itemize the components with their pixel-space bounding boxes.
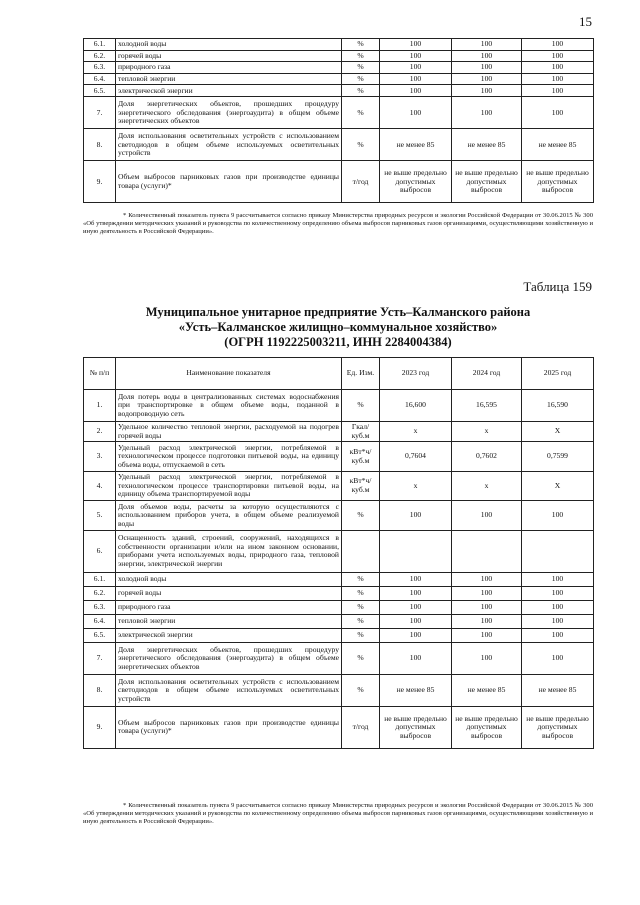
row-number: 6.5. (84, 85, 116, 97)
unit: % (342, 628, 380, 642)
table-row (84, 73, 594, 85)
table-row (84, 50, 594, 62)
unit: % (342, 39, 380, 51)
value-2024: 100 (452, 500, 522, 530)
row-number: 6. (84, 530, 116, 572)
indicator-name: тепловой энергии (116, 73, 342, 85)
value-2025: 100 (522, 642, 594, 674)
value-2024: не выше предельно допустимых выбросов (452, 161, 522, 203)
row-number: 6.3. (84, 62, 116, 74)
indicator-name: Удельное количество тепловой энергии, расходуемой на подогрев горячей воды (116, 422, 342, 442)
row-number: 7. (84, 642, 116, 674)
value-2025: X (522, 472, 594, 501)
value-2024: x (452, 422, 522, 442)
indicators-table (83, 357, 594, 749)
row-number: 6.2. (84, 50, 116, 62)
page-number: 15 (579, 14, 592, 29)
table-row (84, 586, 594, 600)
heading-line-2: «Усть–Калманское жилищно–коммунальное хозяйство» (178, 320, 498, 334)
footnote-a: * Количественный показатель пункта 9 рассчитывается согласно приказу Министерства природных ресурсов и экологии Российской Федерации от 30.06.2015 № 300 «Об утверждении методических указаний и руководства по количественному определению объема выбросов парниковых газов организациями, осуществляющими хозяйственную и иную деятельность в Российской Федерации». (83, 212, 593, 235)
value-2025 (522, 530, 594, 572)
indicator-name: Объем выбросов парниковых газов при производстве единицы товара (услуги)* (116, 706, 342, 748)
indicator-name: Доля использования осветительных устройств с использованием светодиодов в общем объеме используемых осветительных устройств (116, 129, 342, 161)
value-2023: x (380, 472, 452, 501)
value-2023: x (380, 422, 452, 442)
indicator-name: Доля потерь воды в централизованных системах водоснабжения при транспортировке в общем объеме воды, поданной в водопроводную сеть (116, 390, 342, 422)
header-2024: 2024 год (452, 358, 522, 390)
table-row (84, 97, 594, 129)
value-2024: x (452, 472, 522, 501)
value-2025: 100 (522, 500, 594, 530)
value-2025: не менее 85 (522, 674, 594, 706)
value-2025: 100 (522, 572, 594, 586)
value-2024 (452, 530, 522, 572)
row-number: 2. (84, 422, 116, 442)
value-2023: 100 (380, 50, 452, 62)
unit: % (342, 73, 380, 85)
table-row (84, 628, 594, 642)
value-2023: 100 (380, 73, 452, 85)
unit: Гкал/ куб.м (342, 422, 380, 442)
value-2024: 100 (452, 572, 522, 586)
value-2025: 100 (522, 97, 594, 129)
value-2024: 100 (452, 50, 522, 62)
row-number: 5. (84, 500, 116, 530)
table-row (84, 614, 594, 628)
indicator-name: природного газа (116, 600, 342, 614)
table-row (84, 472, 594, 501)
row-number: 9. (84, 706, 116, 748)
value-2023: 100 (380, 39, 452, 51)
indicator-name: Доля объемов воды, расчеты за которую осуществляются с использованием приборов учета, в общем объеме реализуемой воды (116, 500, 342, 530)
header-num: № п/п (84, 358, 116, 390)
value-2024: 100 (452, 628, 522, 642)
value-2024: 16,595 (452, 390, 522, 422)
heading-line-3: (ОГРН 1192225003211, ИНН 2284004384) (224, 335, 452, 349)
value-2024: 100 (452, 600, 522, 614)
row-number: 3. (84, 442, 116, 472)
table-row (84, 39, 594, 51)
value-2025: 100 (522, 85, 594, 97)
table-row (84, 85, 594, 97)
indicators-table-continued (83, 38, 594, 203)
indicator-name: Удельный расход электрической энергии, потребляемой в технологическом процессе подготовки питьевой воды, на единицу объема воды, отпускаемой в сеть (116, 442, 342, 472)
value-2024: 100 (452, 73, 522, 85)
indicator-name: холодной воды (116, 39, 342, 51)
value-2023: не менее 85 (380, 129, 452, 161)
value-2023 (380, 530, 452, 572)
table-row (84, 500, 594, 530)
value-2023: не менее 85 (380, 674, 452, 706)
unit: % (342, 642, 380, 674)
value-2024: 100 (452, 97, 522, 129)
value-2025: не выше предельно допустимых выбросов (522, 161, 594, 203)
value-2025: 100 (522, 73, 594, 85)
value-2025: 100 (522, 39, 594, 51)
value-2025: 100 (522, 614, 594, 628)
value-2023: 16,600 (380, 390, 452, 422)
indicator-name: электрической энергии (116, 628, 342, 642)
table-row (84, 62, 594, 74)
indicator-name: Объем выбросов парниковых газов при производстве единицы товара (услуги)* (116, 161, 342, 203)
indicator-name: горячей воды (116, 50, 342, 62)
header-name: Наименование показателя (116, 358, 342, 390)
row-number: 4. (84, 472, 116, 501)
value-2025: 100 (522, 62, 594, 74)
row-number: 1. (84, 390, 116, 422)
row-number: 6.5. (84, 628, 116, 642)
header-2023: 2023 год (380, 358, 452, 390)
header-unit: Ед. Изм. (342, 358, 380, 390)
table-row (84, 390, 594, 422)
indicator-name: Доля энергетических объектов, прошедших процедуру энергетического обследования (энергоаудита) в общем объеме энергетических объектов (116, 642, 342, 674)
value-2025: 100 (522, 586, 594, 600)
indicator-name: холодной воды (116, 572, 342, 586)
row-number: 6.4. (84, 614, 116, 628)
value-2023: не выше предельно допустимых выбросов (380, 706, 452, 748)
unit: % (342, 390, 380, 422)
value-2024: не менее 85 (452, 674, 522, 706)
value-2025: 16,590 (522, 390, 594, 422)
row-number: 6.3. (84, 600, 116, 614)
unit: % (342, 97, 380, 129)
value-2023: 100 (380, 614, 452, 628)
unit: % (342, 85, 380, 97)
unit: % (342, 586, 380, 600)
heading-line-1: Муниципальное унитарное предприятие Усть–Калманского района (145, 305, 531, 319)
indicator-name: Доля использования осветительных устройств с использованием светодиодов в общем объеме используемых осветительных устройств (116, 674, 342, 706)
unit: % (342, 572, 380, 586)
table-label: Таблица 159 (523, 279, 592, 294)
row-number: 8. (84, 129, 116, 161)
value-2023: 100 (380, 628, 452, 642)
unit: % (342, 62, 380, 74)
row-number: 6.4. (84, 73, 116, 85)
value-2024: не менее 85 (452, 129, 522, 161)
value-2025: 100 (522, 600, 594, 614)
table-row (84, 442, 594, 472)
table-row (84, 642, 594, 674)
value-2024: 100 (452, 85, 522, 97)
unit: % (342, 674, 380, 706)
value-2024: не выше предельно допустимых выбросов (452, 706, 522, 748)
indicator-name: тепловой энергии (116, 614, 342, 628)
table-header-row (84, 358, 594, 390)
unit: т/год (342, 706, 380, 748)
value-2023: 100 (380, 642, 452, 674)
unit: % (342, 50, 380, 62)
row-number: 8. (84, 674, 116, 706)
value-2025: 100 (522, 628, 594, 642)
value-2023: 100 (380, 97, 452, 129)
value-2024: 0,7602 (452, 442, 522, 472)
organization-heading (83, 305, 593, 350)
row-number: 9. (84, 161, 116, 203)
table-row (84, 161, 594, 203)
value-2023: 100 (380, 500, 452, 530)
value-2023: 100 (380, 586, 452, 600)
unit: % (342, 614, 380, 628)
indicator-name: горячей воды (116, 586, 342, 600)
indicator-name: Оснащенность зданий, строений, сооружений, находящихся в собственности организации и/или на ином законном основании, приборами учета используемых воды, природного газа, тепловой энергии, электрической энергии (116, 530, 342, 572)
row-number: 6.1. (84, 39, 116, 51)
table-row (84, 674, 594, 706)
table-row (84, 706, 594, 748)
value-2025: 100 (522, 50, 594, 62)
value-2024: 100 (452, 642, 522, 674)
unit: кВт*ч/ куб.м (342, 442, 380, 472)
table-row (84, 129, 594, 161)
value-2023: 100 (380, 600, 452, 614)
value-2025: не менее 85 (522, 129, 594, 161)
value-2024: 100 (452, 39, 522, 51)
unit: % (342, 600, 380, 614)
unit: т/год (342, 161, 380, 203)
unit: кВт*ч/ куб.м (342, 472, 380, 501)
header-2025: 2025 год (522, 358, 594, 390)
unit: % (342, 500, 380, 530)
value-2025: 0,7599 (522, 442, 594, 472)
indicator-name: Удельный расход электрической энергии, потребляемой в технологическом процессе транспортировки питьевой воды, на единицу объема транспортируемой воды (116, 472, 342, 501)
table-row (84, 530, 594, 572)
value-2023: не выше предельно допустимых выбросов (380, 161, 452, 203)
row-number: 6.1. (84, 572, 116, 586)
value-2025: не выше предельно допустимых выбросов (522, 706, 594, 748)
unit (342, 530, 380, 572)
row-number: 6.2. (84, 586, 116, 600)
value-2023: 100 (380, 62, 452, 74)
value-2024: 100 (452, 614, 522, 628)
value-2024: 100 (452, 586, 522, 600)
value-2025: X (522, 422, 594, 442)
indicator-name: электрической энергии (116, 85, 342, 97)
table-row (84, 422, 594, 442)
footnote-b: * Количественный показатель пункта 9 рассчитывается согласно приказу Министерства природных ресурсов и экологии Российской Федерации от 30.06.2015 № 300 «Об утверждении методических указаний и руководства по количественному определению объема выбросов парниковых газов организациями, осуществляющими хозяйственную и иную деятельность в Российской Федерации». (83, 802, 593, 825)
value-2024: 100 (452, 62, 522, 74)
value-2023: 100 (380, 572, 452, 586)
unit: % (342, 129, 380, 161)
value-2023: 100 (380, 85, 452, 97)
value-2023: 0,7604 (380, 442, 452, 472)
indicator-name: природного газа (116, 62, 342, 74)
table-row (84, 572, 594, 586)
indicator-name: Доля энергетических объектов, прошедших процедуру энергетического обследования (энергоаудита) в общем объеме энергетических объектов (116, 97, 342, 129)
table-row (84, 600, 594, 614)
row-number: 7. (84, 97, 116, 129)
